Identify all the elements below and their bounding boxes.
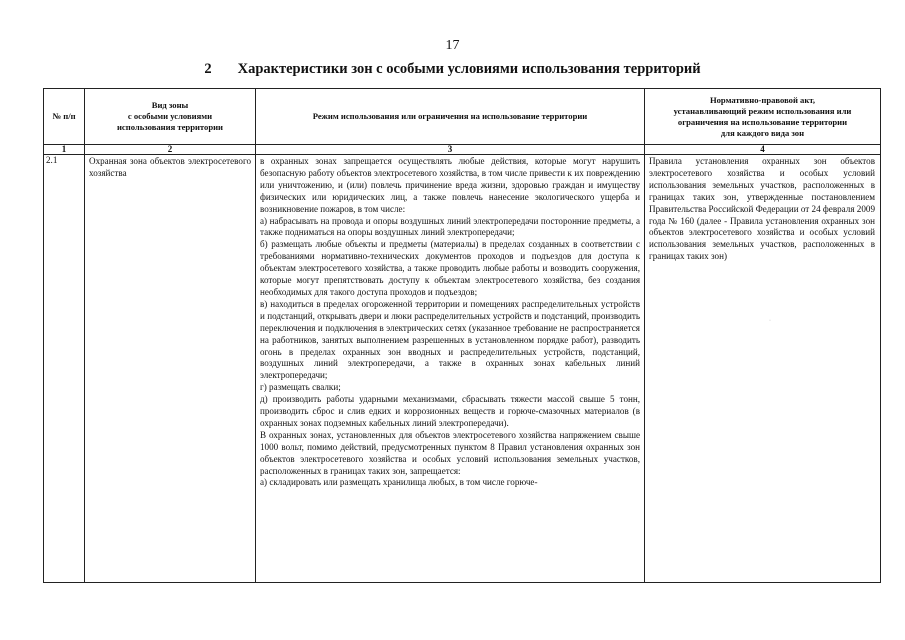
zone-type: Охранная зона объектов электросетевого хозяйства [85, 155, 256, 583]
section-heading [0, 61, 905, 78]
column-number-row [44, 145, 881, 155]
page-number: 17 [445, 38, 460, 53]
header-num: № п/п [44, 89, 85, 145]
regime-text [256, 155, 645, 583]
header-regime: Режим использования или ограничения на использование территории [256, 89, 645, 145]
section-title: Характеристики зон с особыми условиями использования территорий [237, 61, 701, 77]
table-row [44, 155, 881, 583]
col-number: 4 [645, 145, 881, 155]
table-header-row [44, 89, 881, 145]
regime-paragraph: в) находиться в пределах огороженной территории и помещениях распределительных устройств и подстанций, открывать двери и люки распределительных устройств и подстанций, производить переключения и подключения в электрических сетях (указанное требование не распространяется на работников, занятых выполнением разрешенных в установленном порядке работ), разводить огонь в пределах охранных зон вводных и распределительных устройств, подстанций, воздушных линий электропередачи, а также в охранных зонах кабельных линий электропередачи; [260, 298, 640, 381]
regime-paragraph: а) набрасывать на провода и опоры воздушных линий электропередачи посторонние предметы, а также подниматься на опоры воздушных линий электропередачи; [260, 215, 640, 238]
regime-paragraph: в охранных зонах запрещается осуществлять любые действия, которые могут нарушить безопасную работу объектов электросетевого хозяйства, в том числе привести к их повреждению или уничтожению, и (или) повлечь причинение вреда жизни, здоровью граждан и имуществу физических или юридических лиц, а также повлечь нанесение экологического ущерба и возникновение пожаров, в том числе: [260, 156, 640, 214]
regime-paragraph: В охранных зонах, установленных для объектов электросетевого хозяйства напряжением свыше 1000 вольт, помимо действий, предусмотренных пунктом 8 Правил установления охранных зон объектов электросетевого хозяйства и особых условий использования земельных участков, расположенных в границах таких зон, запрещается: [260, 429, 640, 476]
regime-paragraph: а) складировать или размещать хранилища любых, в том числе горюче- [260, 477, 538, 488]
col-number: 3 [256, 145, 645, 155]
regime-paragraph: д) производить работы ударными механизмами, сбрасывать тяжести массой свыше 5 тонн, производить сброс и слив едких и коррозионных веществ и горюче-смазочных материалов (в охранных зонах подземных кабельных линий электропередачи). [260, 394, 640, 428]
regime-paragraph: б) размещать любые объекты и предметы (материалы) в пределах созданных в соответствии с требованиями нормативно-технических документов проходов и подъездов для доступа к объектам электросетевого хозяйства, а также проводить любые работы и возводить сооружения, которые могут препятствовать доступу к объектам электросетевого хозяйства, без создания необходимых для такого доступа проходов и подъездов; [260, 239, 640, 297]
section-number: 2 [204, 61, 212, 77]
header-zone-type: Вид зоны с особыми условиями использования территории [85, 89, 256, 145]
row-number: 2.1 [44, 155, 85, 583]
scan-speck: · [769, 318, 771, 324]
col-number: 2 [85, 145, 256, 155]
col-number: 1 [44, 145, 85, 155]
zones-table [43, 88, 881, 583]
legal-act: Правила установления охранных зон объектов электросетевого хозяйства и особых условий использования земельных участков, расположенных в границах таких зон, утвержденные постановлением Правительства Российской Федерации от 24 февраля 2009 года № 160 (далее - Правила установления охранных зон объектов электросетевого хозяйства и особых условий использования земельных участков, расположенных в границах таких зон) [645, 155, 881, 583]
regime-paragraph: г) размещать свалки; [260, 382, 341, 393]
header-legal-act: Нормативно-правовой акт, устанавливающий режим использования или ограничения на использование территории для каждого вида зон [645, 89, 881, 145]
